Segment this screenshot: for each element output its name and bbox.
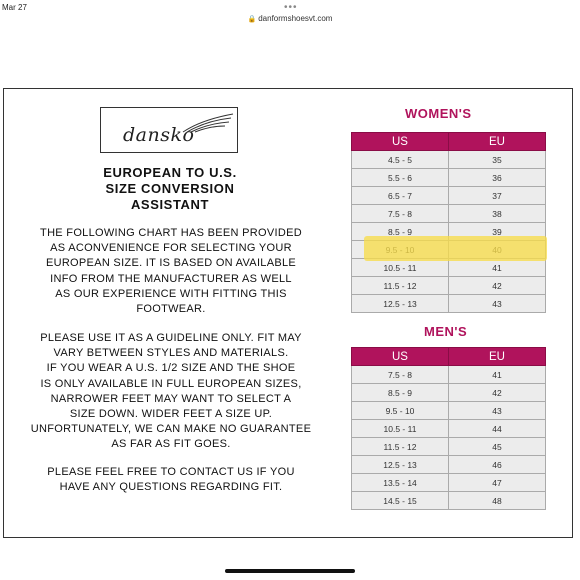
text-line: VARY BETWEEN STYLES AND MATERIALS. [53, 347, 289, 360]
text-line: THE FOLLOWING CHART HAS BEEN PROVIDED [40, 227, 302, 239]
eu-size-cell: 37 [449, 187, 546, 205]
highlight-marker [364, 236, 547, 261]
url-text: danformshoesvt.com [258, 14, 333, 23]
table-row [352, 366, 546, 384]
us-size-cell: 11.5 - 12 [352, 277, 449, 295]
eu-size-cell: 48 [449, 492, 546, 510]
text-line: UNFORTUNATELY, WE CAN MAKE NO GUARANTEE [30, 423, 312, 436]
text-line: EUROPEAN SIZE. IT IS BASED ON AVAILABLE [45, 257, 297, 270]
text-line: INFO FROM THE MANUFACTURER AS WELL [50, 272, 292, 285]
womens-size-table [351, 132, 546, 313]
url-bar[interactable] [0, 14, 580, 23]
table-row [352, 169, 546, 187]
eu-size-cell: 42 [449, 384, 546, 402]
eu-size-cell: 36 [449, 169, 546, 187]
table-row [352, 420, 546, 438]
text-line: IF YOU WEAR A U.S. 1/2 SIZE AND THE SHOE [46, 362, 296, 375]
eu-size-cell: 38 [449, 205, 546, 223]
column-header-eu: EU [449, 133, 546, 151]
us-size-cell: 4.5 - 5 [352, 151, 449, 169]
text-line: AS ACONVENIENCE FOR SELECTING YOUR [50, 242, 292, 255]
eu-size-cell: 42 [449, 277, 546, 295]
text-line: HAVE ANY QUESTIONS REGARDING FIT. [59, 481, 283, 494]
table-row [352, 295, 546, 313]
eu-size-cell: 41 [449, 366, 546, 384]
eu-size-cell: 35 [449, 151, 546, 169]
text-line: SIZE DOWN. WIDER FEET A SIZE UP. [69, 408, 273, 421]
us-size-cell: 13.5 - 14 [352, 474, 449, 492]
text-line: FOOTWEAR. [136, 303, 206, 316]
guideline-paragraph [12, 331, 330, 453]
us-size-cell: 5.5 - 6 [352, 169, 449, 187]
us-size-cell: 9.5 - 10 [352, 402, 449, 420]
table-row [352, 456, 546, 474]
contact-paragraph [12, 465, 330, 495]
us-size-cell: 10.5 - 11 [352, 420, 449, 438]
column-header-us: US [352, 348, 449, 366]
us-size-cell: 8.5 - 9 [352, 223, 449, 241]
page-title [60, 165, 280, 213]
us-size-cell: 12.5 - 13 [352, 456, 449, 474]
logo-text: dansko [123, 124, 195, 146]
text-line: AS OUR EXPERIENCE WITH FITTING THIS [55, 287, 287, 300]
us-size-cell: 11.5 - 12 [352, 438, 449, 456]
table-row [352, 151, 546, 169]
us-size-cell: 7.5 - 8 [352, 366, 449, 384]
table-row [352, 259, 546, 277]
eu-size-cell: 39 [449, 223, 546, 241]
eu-size-cell: 43 [449, 402, 546, 420]
us-size-cell: 12.5 - 13 [352, 295, 449, 313]
us-size-cell: 6.5 - 7 [352, 187, 449, 205]
us-size-cell: 7.5 - 8 [352, 205, 449, 223]
eu-size-cell: 44 [449, 420, 546, 438]
table-row [352, 205, 546, 223]
text-line: NARROWER FEET MAY WANT TO SELECT A [50, 392, 292, 405]
table-row [352, 474, 546, 492]
us-size-cell: 10.5 - 11 [352, 259, 449, 277]
text-line: PLEASE USE IT AS A GUIDELINE ONLY. FIT MAY [40, 332, 302, 344]
status-time: Mar 27 [2, 3, 27, 12]
browser-menu-dots[interactable]: ••• [284, 2, 298, 13]
home-indicator[interactable] [225, 569, 355, 573]
intro-paragraph [12, 226, 330, 317]
us-size-cell: 14.5 - 15 [352, 492, 449, 510]
womens-title: WOMEN'S [405, 106, 472, 121]
eu-size-cell: 45 [449, 438, 546, 456]
mens-title: MEN'S [424, 324, 468, 339]
eu-size-cell: 47 [449, 474, 546, 492]
table-row [352, 277, 546, 295]
dansko-logo [100, 107, 238, 153]
column-header-eu: EU [449, 348, 546, 366]
lock-icon: 🔒 [247, 16, 257, 23]
wing-icon [181, 112, 235, 134]
table-header-row [352, 133, 546, 151]
table-row [352, 402, 546, 420]
title-line: EUROPEAN TO U.S. [103, 165, 237, 180]
table-row [352, 384, 546, 402]
title-line: ASSISTANT [130, 197, 210, 212]
eu-size-cell: 46 [449, 456, 546, 474]
eu-size-cell: 43 [449, 295, 546, 313]
text-line: IS ONLY AVAILABLE IN FULL EUROPEAN SIZES, [40, 377, 302, 390]
table-row [352, 492, 546, 510]
table-header-row [352, 348, 546, 366]
column-header-us: US [352, 133, 449, 151]
table-row [352, 187, 546, 205]
title-line: SIZE CONVERSION [105, 181, 235, 196]
eu-size-cell: 41 [449, 259, 546, 277]
mens-size-table [351, 347, 546, 510]
text-line: AS FAR AS FIT GOES. [111, 438, 231, 451]
us-size-cell: 8.5 - 9 [352, 384, 449, 402]
text-line: PLEASE FEEL FREE TO CONTACT US IF YOU [47, 466, 295, 478]
table-row [352, 438, 546, 456]
